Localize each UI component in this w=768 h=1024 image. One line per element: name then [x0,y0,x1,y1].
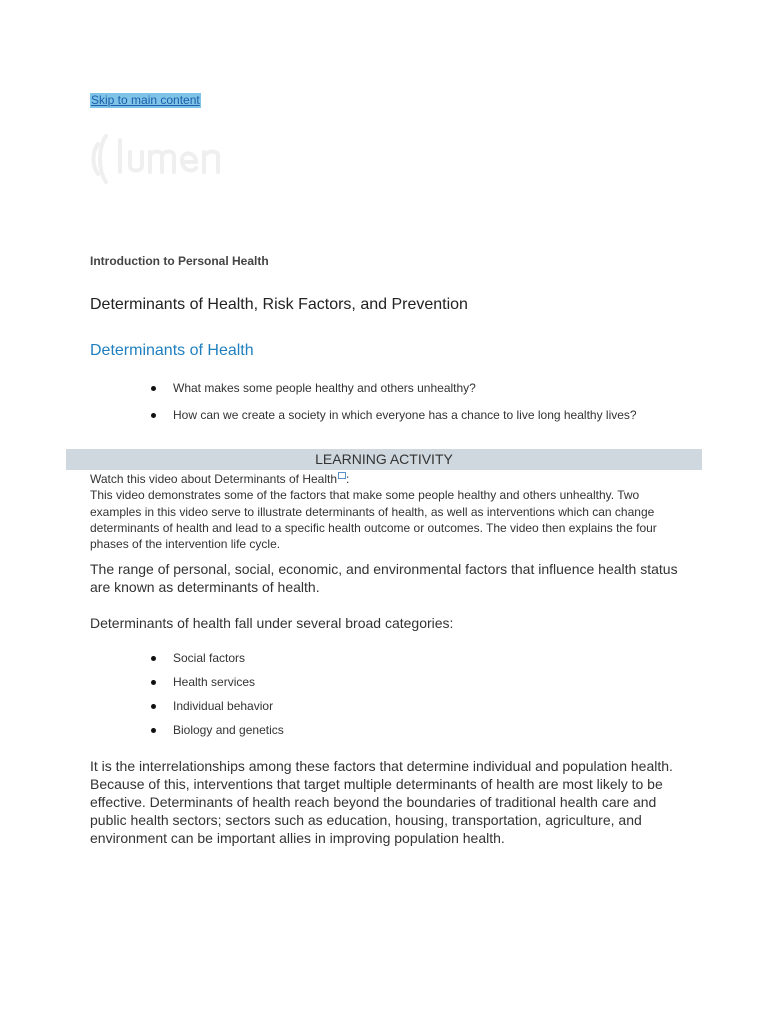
video-link-suffix: : [346,472,350,486]
interrelationships-paragraph: It is the interrelationships among these factors that determine individual and population health. Because of this, interventions that target multiple determinants of health are most likely to be effective. Determinants of health reach beyond the boundaries of traditional health care and public health sectors; sectors such as education, housing, transportation, agriculture, and environment can be important allies in improving population health. [90,758,673,846]
list-item: Social factors [173,650,678,666]
course-title: Introduction to Personal Health [90,254,269,268]
page-heading: Determinants of Health, Risk Factors, and Prevention [90,296,468,313]
categories-intro: Determinants of health fall under several broad categories: [90,615,454,631]
list-item: Health services [173,674,678,690]
list-item: Individual behavior [173,698,678,714]
learning-activity-banner: LEARNING ACTIVITY [66,449,702,470]
category-list [90,650,678,746]
learning-activity-text [90,471,690,552]
list-item: How can we create a society in which everyone has a chance to live long healthy lives? [173,407,678,423]
section-heading: Determinants of Health [90,342,254,359]
list-item: Biology and genetics [173,722,678,738]
list-item: What makes some people healthy and others unhealthy? [173,380,678,396]
external-link-icon [338,472,346,479]
determinants-definition: The range of personal, social, economic, and environmental factors that influence health status are known as determinants of health. [90,561,678,595]
question-list [90,380,678,434]
video-description: This video demonstrates some of the factors that make some people healthy and others unhealthy. Two examples in this video serve to illustrate determinants of health, as well as interventions which can change determinants of health and lead to a specific health outcome or outcomes. The video then explains the four phases of the intervention life cycle. [90,488,657,552]
video-link[interactable]: Watch this video about Determinants of Health [90,472,338,486]
logo-icon [90,122,235,192]
skip-to-main-link[interactable]: Skip to main content [91,93,200,107]
